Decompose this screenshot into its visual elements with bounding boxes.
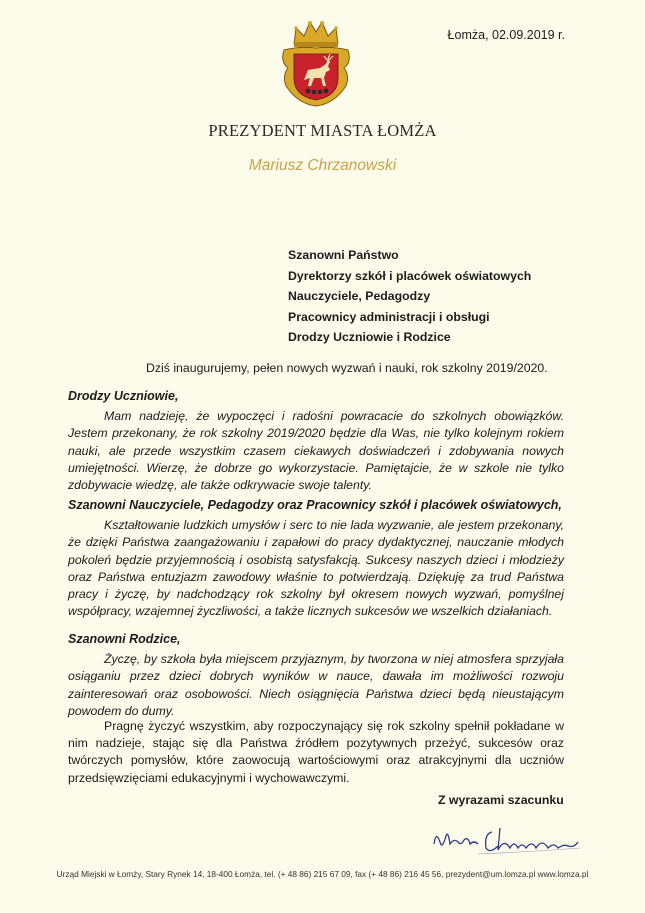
addressee-line: Drodzy Uczniowie i Rodzice	[288, 330, 451, 344]
footer-contact: Urząd Miejski w Łomży, Stary Rynek 14, 18-400 Łomża, tel. (+ 48 86) 215 67 09, fax (+ 48 86) 216 45 56, prezydent@um.lomza.pl www.lomza.pl	[56, 869, 589, 879]
office-title: PREZYDENT MIASTA ŁOMŻA	[208, 121, 437, 140]
city-coat-of-arms-icon	[280, 18, 352, 108]
letter-date: Łomża, 02.09.2019 r.	[447, 28, 565, 42]
intro-sentence: Dziś inaugurujemy, pełen nowych wyzwań i nauki, rok szkolny 2019/2020.	[146, 361, 548, 375]
addressee-line: Dyrektorzy szkół i placówek oświatowych	[288, 268, 532, 283]
parents-section	[68, 631, 564, 720]
teachers-salutation: Szanowni Nauczyciele, Pedagodzy oraz Pracownicy szkół i placówek oświatowych,	[68, 498, 562, 512]
addressee-line: Nauczyciele, Pedagodzy	[288, 289, 431, 303]
addressee-line: Szanowni Państwo	[288, 248, 399, 262]
closing-formula: Z wyrazami szacunku	[438, 793, 564, 807]
teachers-section	[68, 497, 564, 620]
students-paragraph: Mam nadzieję, że wypoczęci i radośni powracacie do szkolnych obowiązków. Jestem przekonany, że rok szkolny 2019/2020 będzie dla Was, nie tylko kolejnym rokiem nauki, ale przede wszystkim czasem ciekawych doświadczeń i zdobywania nowych umiejętności. Wierzę, że dobrze go wykorzystacie. Pamiętajcie, że w szkole nie tylko zdobywacie wiedzę, ale także odkrywacie swoje talenty.	[68, 409, 564, 493]
closing-paragraph: Pragnę życzyć wszystkim, aby rozpoczynający się rok szkolny spełnił pokładane w nim nadzieje, stając się dla Państwa źródłem pozytywnych przeżyć, sukcesów oraz twórczych pomysłów, które zaowocują wartościowymi oraz atrakcyjnymi dla uczniów przedsięwzięciami edukacyjnymi i wychowawczymi.	[68, 719, 564, 785]
students-salutation: Drodzy Uczniowie,	[68, 389, 179, 403]
parents-salutation: Szanowni Rodzice,	[68, 632, 181, 646]
mayor-name: Mariusz Chrzanowski	[248, 157, 397, 174]
addressee-block	[288, 245, 531, 348]
handwritten-signature	[428, 818, 588, 862]
parents-paragraph: Życzę, by szkoła była miejscem przyjaznym, by tworzona w niej atmosfera sprzyjała osiąganiu przez dzieci dobrych wyników w nauce, dawała im możliwości rozwoju zainteresowań oraz osobowości. Niech osiągnięcia Państwa dzieci będą nieustającym powodem do dumy.	[68, 652, 564, 718]
students-section	[68, 388, 564, 494]
teachers-paragraph: Kształtowanie ludzkich umysłów i serc to nie lada wyzwanie, ale jestem przekonany, że dzięki Państwa zaangażowaniu i zapałowi do pracy dydaktycznej, nauczanie młodych pokoleń będzie przyjemnością i osobistą satysfakcją. Sukcesy naszych dzieci i młodzieży oraz Państwa entuzjazm zawodowy właśnie to potwierdzają. Dziękuję za trud Państwa pracy i życzę, by nadchodzący rok szkolny był okresem nowych wyzwań, pomyślnej współpracy, wzajemnej życzliwości, a także licznych sukcesów we wszelkich działaniach.	[68, 518, 564, 619]
addressee-line: Pracownicy administracji i obsługi	[288, 309, 490, 324]
